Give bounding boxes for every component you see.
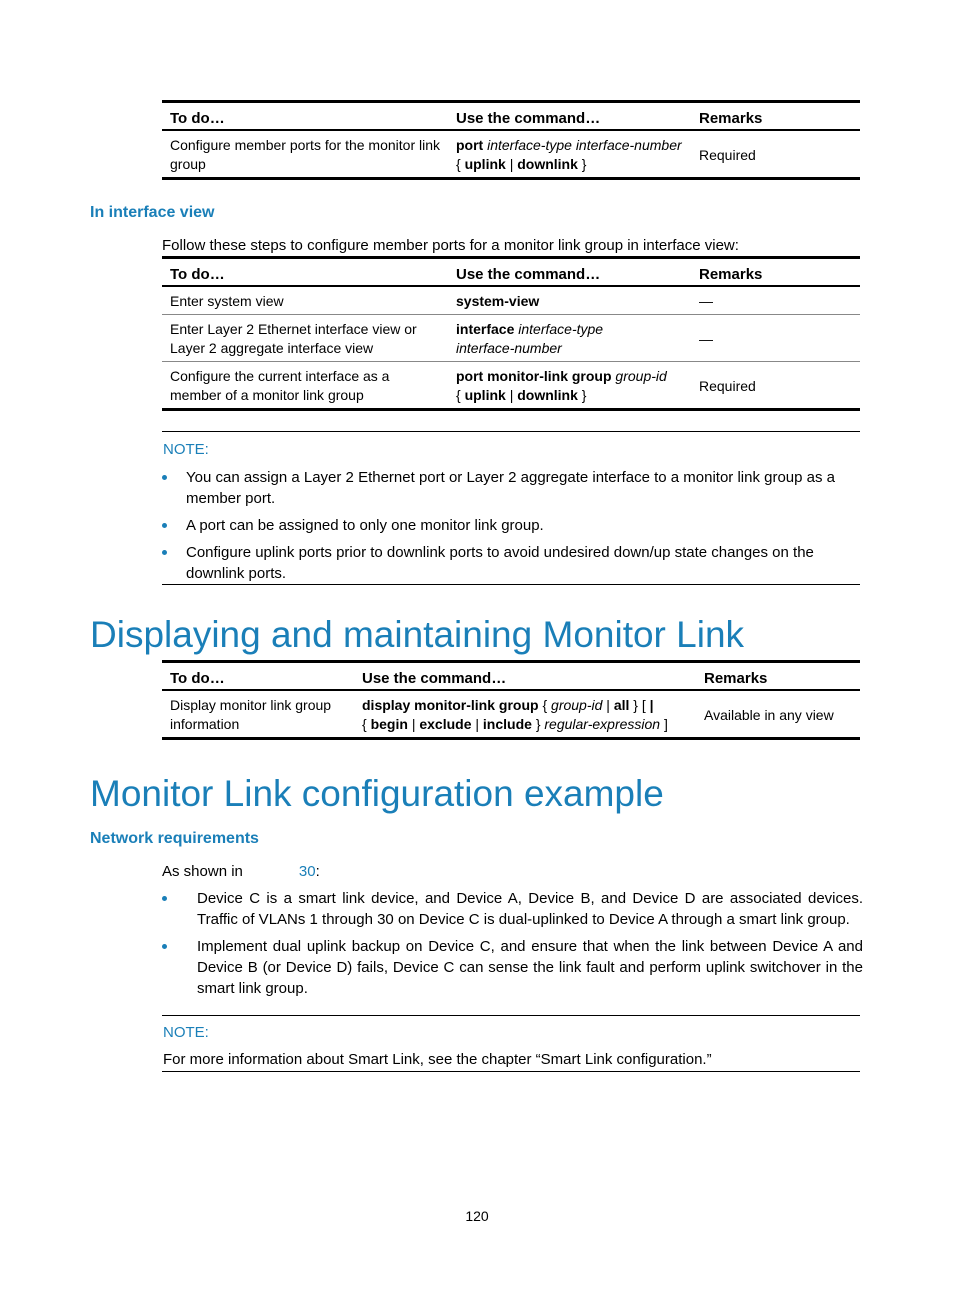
cmd-argument: group-id [615,368,667,384]
column-header: To do… [162,102,448,131]
cmd-punct: { [362,716,367,732]
cmd-keyword: include [482,716,532,732]
column-header: Use the command… [448,258,691,287]
table-header-row [162,102,860,131]
cmd-punct: | [606,697,610,713]
cmd-punct: | [649,697,654,713]
cmd-keyword: uplink [464,387,506,403]
subheading-network-requirements: Network requirements [90,830,259,847]
cmd-punct: | [509,387,514,403]
table-row [162,286,860,315]
cmd-punct: } [581,156,587,172]
note-label: NOTE: [163,1024,209,1041]
command-table-2 [162,256,860,411]
table-header-row [162,258,860,287]
list-item [162,515,860,536]
table-row [162,690,860,739]
list-item [162,542,860,584]
note-label: NOTE: [163,441,209,458]
todo-cell: Enter Layer 2 Ethernet interface view or Layer 2 aggregate interface view [162,315,448,362]
requirements-list [162,888,863,999]
column-header: Use the command… [448,102,691,131]
command-table-3 [162,660,860,740]
note-text: For more information about Smart Link, see the chapter “Smart Link configuration.” [163,1051,712,1068]
figure-reference-link[interactable]: 30 [298,863,316,880]
table-row [162,315,860,362]
command-cell [448,362,691,410]
column-header: Remarks [691,102,860,131]
cmd-keyword: downlink [517,156,578,172]
column-header: Use the command… [354,662,696,691]
intro-paragraph: Follow these steps to configure member ports for a monitor link group in interface view: [162,237,739,254]
column-header: To do… [162,258,448,287]
column-header: Remarks [691,258,860,287]
note-box [162,431,860,585]
list-item [162,888,863,930]
table-row [162,130,860,179]
cmd-punct: } [535,716,541,732]
cmd-keyword: port [456,137,484,153]
list-item-text: You can assign a Layer 2 Ethernet port or Layer 2 aggregate interface to a monitor link group as a member port. [186,469,836,507]
command-cell [354,690,696,739]
cmd-punct: } [ [633,697,646,713]
cmd-keyword: port monitor-link group [456,368,612,384]
bullet-icon [162,896,167,901]
list-item-text: Configure uplink ports prior to downlink ports to avoid undesired down/up state changes on the downlink ports. [186,544,814,582]
remarks-cell: Required [699,146,756,163]
column-header: Remarks [696,662,860,691]
cmd-argument: group-id [551,697,603,713]
cmd-punct: { [542,697,548,713]
command-cell [448,286,691,315]
cmd-keyword: interface [456,321,515,337]
todo-cell: Configure the current interface as a member of a monitor link group [162,362,448,410]
list-item [162,467,860,509]
cmd-keyword: uplink [464,156,506,172]
note-box [162,1015,860,1072]
example-intro [162,861,320,882]
command-cell [448,130,691,179]
cmd-punct: | [475,716,480,732]
section-heading-example: Monitor Link configuration example [90,773,664,814]
list-item [162,936,863,999]
cmd-punct: | [411,716,416,732]
intro-prefix: As shown in [162,863,243,880]
cmd-argument: interface-type interface-number [487,137,682,153]
cmd-keyword: display monitor-link group [362,697,539,713]
section-heading-interface-view: In interface view [90,204,215,221]
remarks-cell: Available in any view [704,706,834,723]
list-item-text: Device C is a smart link device, and Device A, Device B, and Device D are associated devices. Traffic of VLANs 1 through 30 on Device C is dual-uplinked to Device A through a smart link group. [197,890,863,928]
page-number: 120 [465,1208,489,1224]
cmd-keyword: all [613,697,630,713]
remarks-cell: — [699,293,713,309]
remarks-cell: Required [691,362,860,410]
cmd-punct: { [456,156,461,172]
command-cell [448,315,691,362]
cmd-punct: { [456,387,461,403]
intro-suffix: : [315,863,320,880]
cmd-punct: ] [663,716,668,732]
cmd-keyword: exclude [419,716,472,732]
note-list [162,467,860,584]
cmd-argument: interface-number [456,340,562,356]
cmd-keyword: begin [370,716,408,732]
table-row [162,362,860,410]
bullet-icon [162,944,167,949]
table-header-row [162,662,860,691]
remarks-cell: — [691,315,860,362]
todo-cell: Configure member ports for the monitor link group [170,137,440,172]
todo-cell: Display monitor link group information [170,697,332,732]
cmd-argument: interface-type [518,321,604,337]
cmd-argument: regular-expression [544,716,661,732]
column-header: To do… [162,662,354,691]
cmd-keyword: system-view [456,293,540,309]
todo-cell: Enter system view [170,293,284,309]
bullet-icon [162,475,167,480]
cmd-punct: | [509,156,514,172]
list-item-text: Implement dual uplink backup on Device C, and ensure that when the link between Device A and Device B (or Device D) fails, Device C can sense the link fault and perform uplink switchover in the smart link group. [197,938,863,997]
section-heading-displaying: Displaying and maintaining Monitor Link [90,614,745,655]
cmd-punct: } [581,387,587,403]
command-table-1 [162,100,860,180]
list-item-text: A port can be assigned to only one monitor link group. [186,517,544,534]
cmd-keyword: downlink [517,387,578,403]
bullet-icon [162,550,167,555]
bullet-icon [162,523,167,528]
